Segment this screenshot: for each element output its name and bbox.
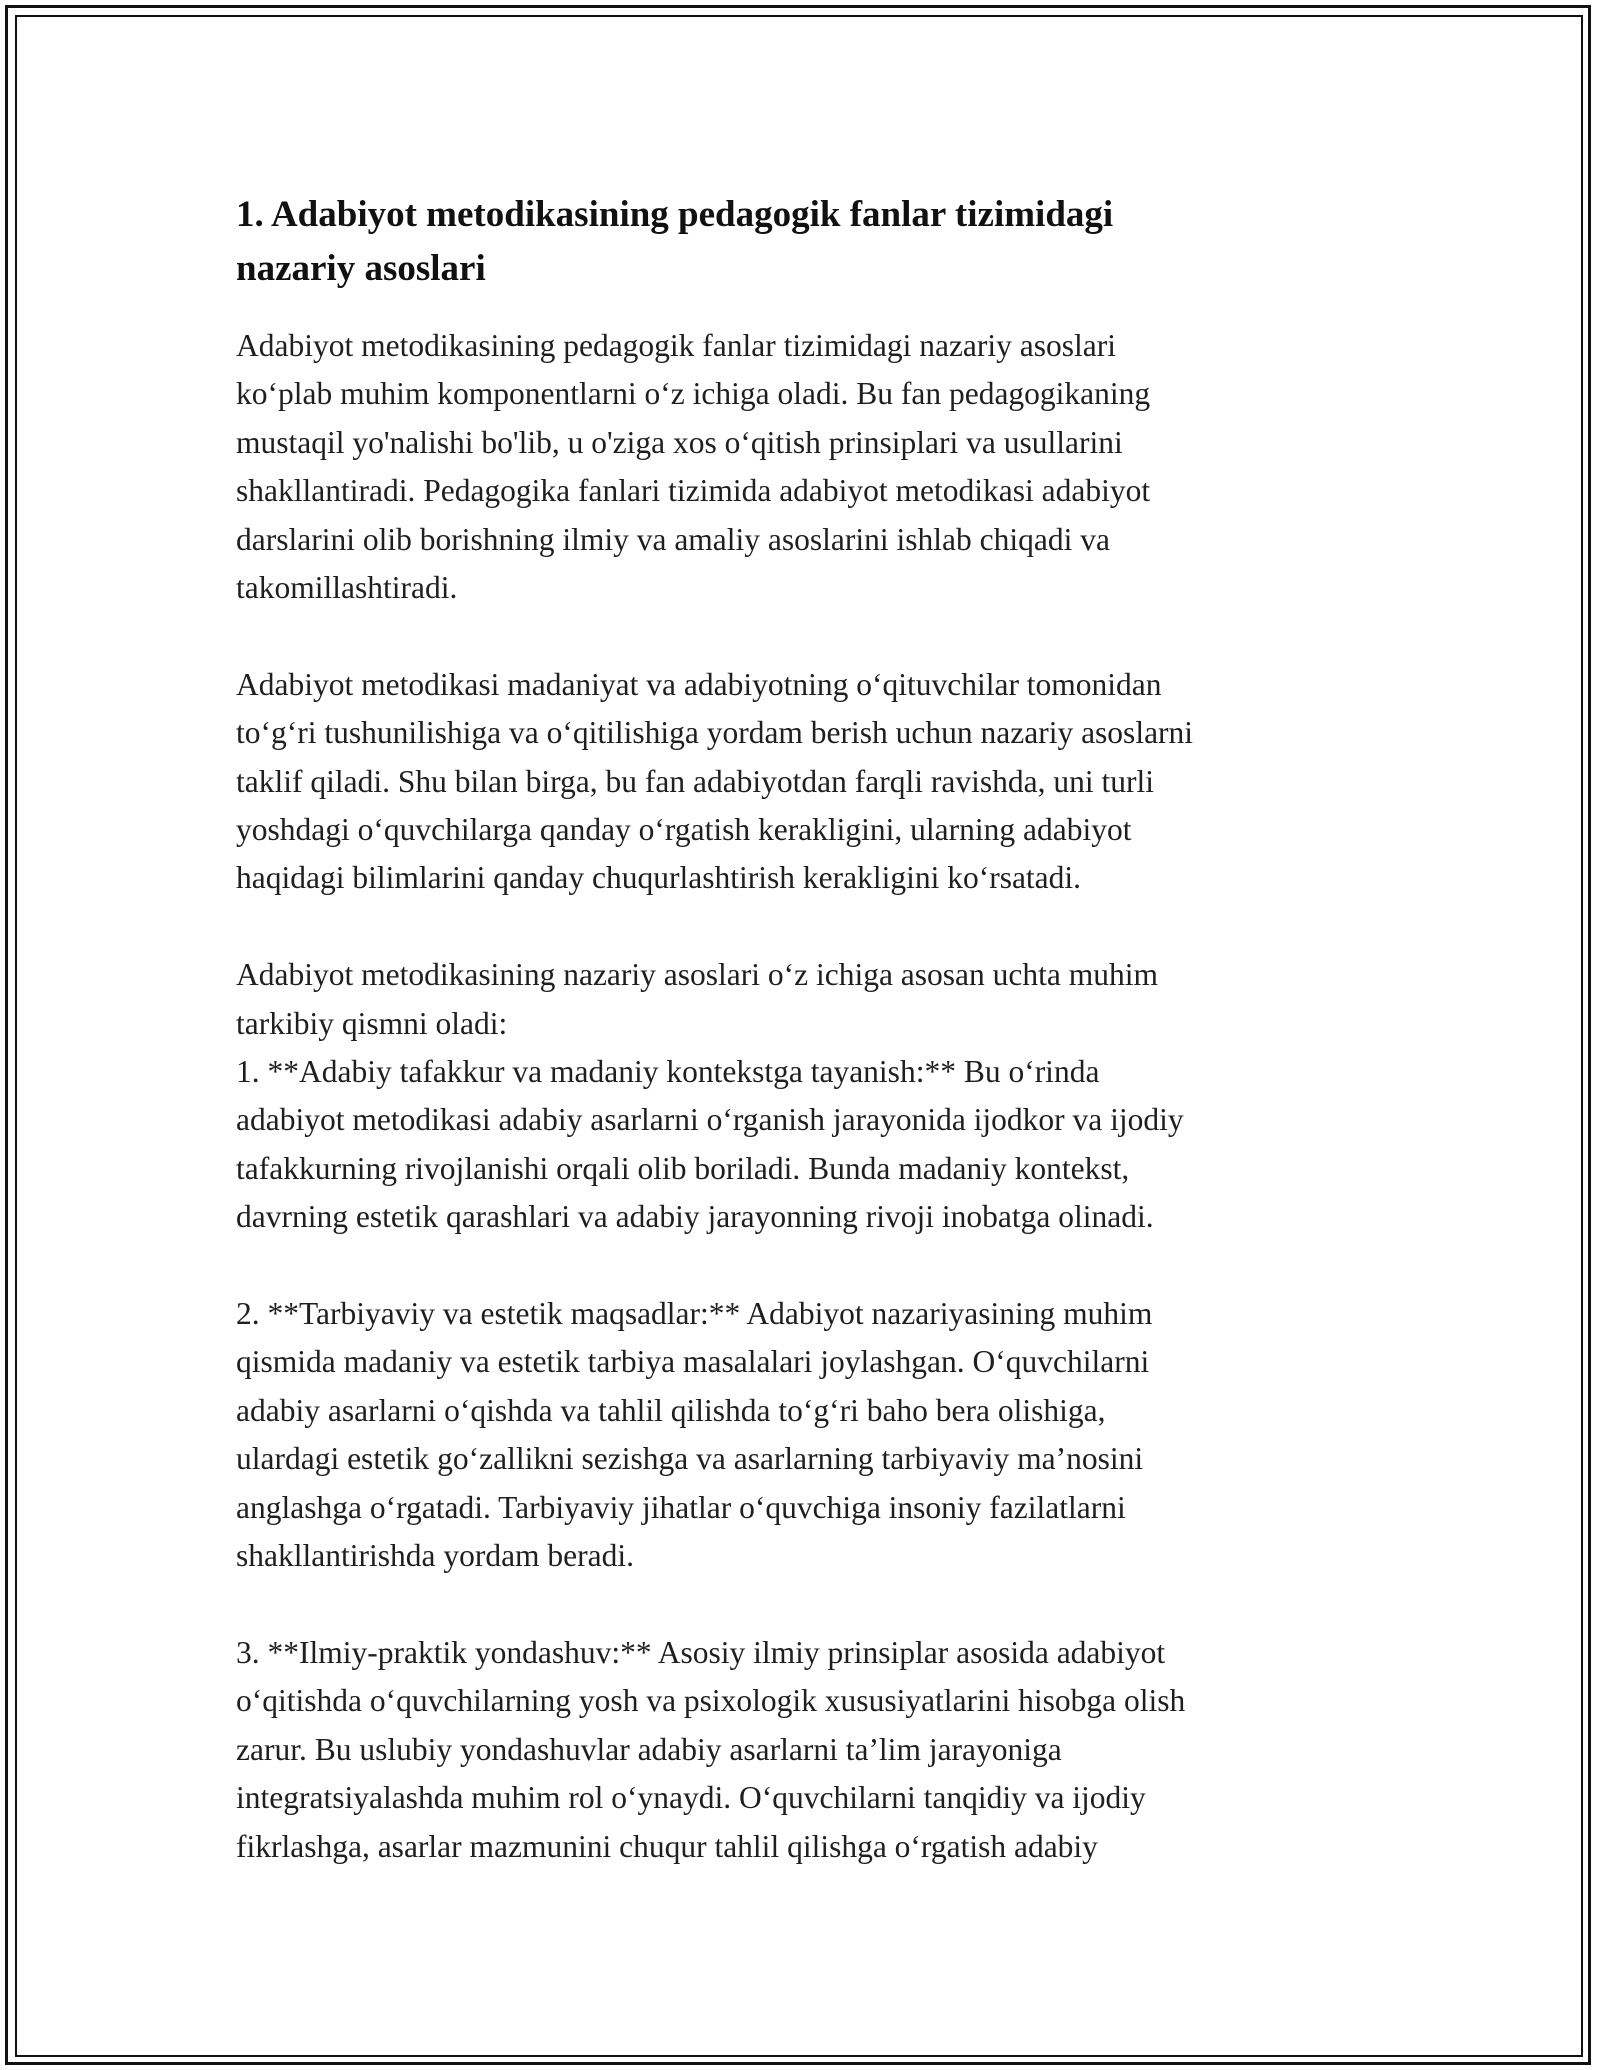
paragraph-item-3: 3. **Ilmiy-praktik yondashuv:** Asosiy ilmiy prinsiplar asosida adabiyot o‘qitishda o‘quvchilarning yosh va psixologik xususiyatlarini hisobga olish zarur. Bu uslubiy yondashuvlar adabiy asarlarni ta’lim jarayoniga integratsiyalashda muhim rol o‘ynaydi. O‘quvchilarni tanqidiy va ijodiy fikrlashga, asarlar mazmunini chuqur tahlil qilishga o‘rgatish adabiy (236, 1634, 1186, 1864)
paragraph-item-2: 2. **Tarbiyaviy va estetik maqsadlar:** Adabiyot nazariyasining muhim qismida madaniy va estetik tarbiya masalalari joylashgan. O‘quvchilarni adabiy asarlarni o‘qishda va tahlil qilishda to‘g‘ri baho bera olishiga, ulardagi estetik go‘zallikni sezishga va asarlarning tarbiyaviy ma’nosini anglashga o‘rgatadi. Tarbiyaviy jihatlar o‘quvchiga insoniy fazilatlarni shakllantirishda yordam beradi. (236, 1296, 1153, 1574)
paragraph-components-item-1: Adabiyot metodikasining nazariy asoslari o‘z ichiga asosan uchta muhim tarkibiy qismni oladi: 1. **Adabiy tafakkur va madaniy kontekstga tayanish:** Bu o‘rinda adabiyot metodikasi adabiy asarlarni o‘rganish jarayonida ijodkor va ijodiy tafakkurning rivojlanishi orqali olib boriladi. Bunda madaniy kontekst, davrning estetik qarashlari va adabiy jarayonning rivoji inobatga olinadi. (236, 957, 1184, 1235)
paragraph-intro: Adabiyot metodikasining pedagogik fanlar tizimidagi nazariy asoslari ko‘plab muhim komponentlarni o‘z ichiga oladi. Bu fan pedagogikaning mustaqil yo'nalishi bo'lib, u o'ziga xos o‘qitish prinsiplari va usullarini shakllantiradi. Pedagogika fanlari tizimida adabiyot metodikasi adabiyot darslarini olib borishning ilmiy va amaliy asoslarini ishlab chiqadi va takomillashtiradi. (236, 328, 1151, 606)
paragraph-purpose: Adabiyot metodikasi madaniyat va adabiyotning o‘qituvchilar tomonidan to‘g‘ri tushunilishiga va o‘qitilishiga yordam berish uchun nazariy asoslarni taklif qiladi. Shu bilan birga, bu fan adabiyotdan farqli ravishda, uni turli yoshdagi o‘quvchilarga qanday o‘rgatish kerakligini, ularning adabiyot haqidagi bilimlarini qanday chuqurlashtirish kerakligini ko‘rsatadi. (236, 666, 1194, 896)
document-heading: 1. Adabiyot metodikasining pedagogik fanlar tizimidagi nazariy asoslari (236, 194, 1114, 289)
document-body (236, 188, 1364, 1871)
